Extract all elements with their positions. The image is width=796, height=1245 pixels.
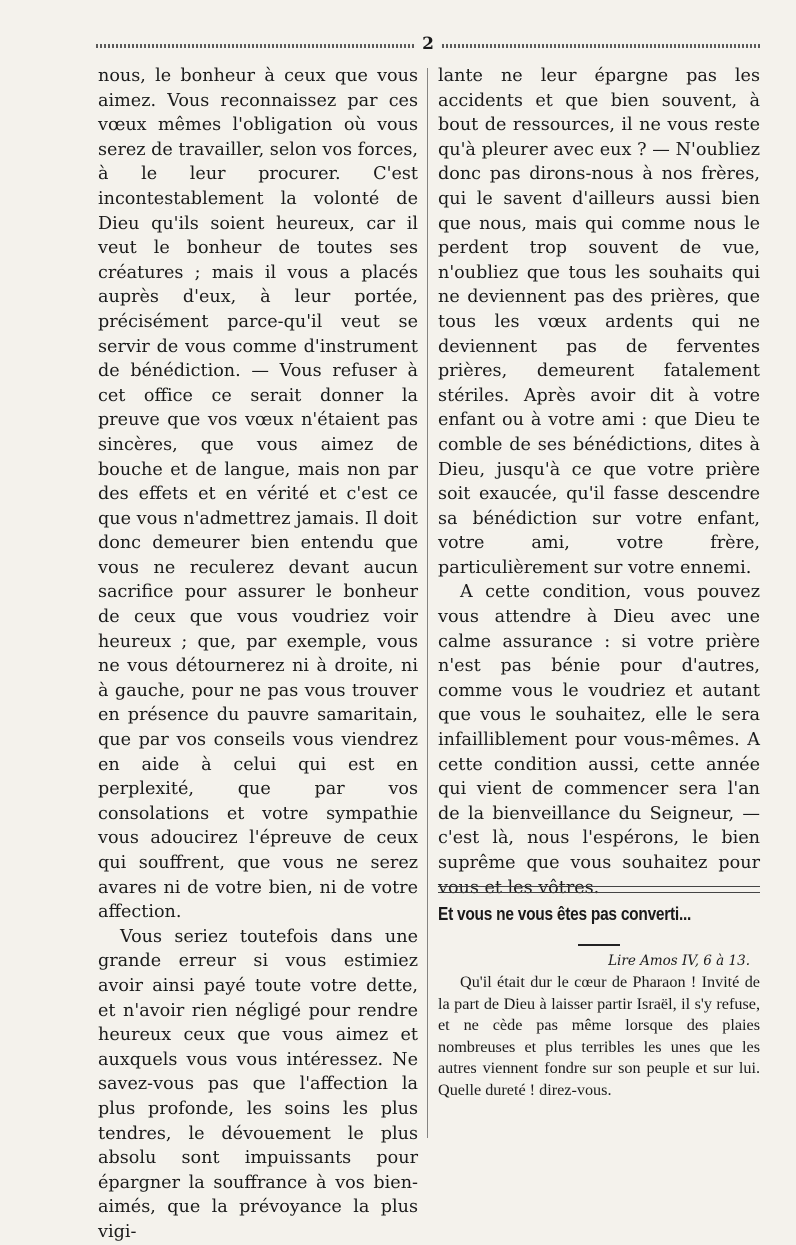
header-ornament-left — [96, 44, 414, 48]
right-paragraph-1: lante ne leur épargne pas les accidents et que bien souvent, à bout de ressources, il ne vous reste qu'à pleurer avec eux ? — N'oubliez donc pas dirons-nous à nos frères, qui le savent d'ailleurs aussi bien que nous, mais qui comme nous le perdent trop souvent de vue, n'oubliez que tous les souhaits qui ne deviennent pas des prières, que tous les vœux ardents qui ne deviennent pas de ferventes prières, demeurent fatalement stériles. Après avoir dit à votre enfant ou à votre ami : que Dieu te comble de ses bénédictions, dites à Dieu, jusqu'à ce que votre prière soit exaucée, qu'il fasse descendre sa bénédiction sur votre enfant, votre ami, votre frère, particulièrement sur votre ennemi. — [438, 66, 760, 578]
section-separator — [438, 886, 760, 893]
column-divider — [427, 68, 428, 1138]
article-body — [438, 972, 760, 1102]
right-column — [438, 64, 760, 900]
article-paragraph: Qu'il était dur le cœur de Pharaon ! Invité de la part de Dieu à laisser partir Israël, il s'y refuse, et ne cède pas même lorsque des plaies nombreuses et plus terribles les unes que les autres viennent fondre sur son peuple et sur lui. Quelle dureté ! direz-vous. — [438, 973, 760, 1099]
page-number: 2 — [422, 34, 434, 54]
page-header — [96, 34, 760, 56]
right-paragraph-2: A cette condition, vous pouvez vous attendre à Dieu avec une calme assurance : si votre prière n'est pas bénie pour d'autres, comme vous le voudriez et autant que vous le souhaitez, elle le sera infailliblement pour vous-mêmes. A cette condition aussi, cette année qui vient de commencer sera l'an de la bienveillance du Seigneur, — c'est là, nous l'espérons, le bien suprême que vous souhaitez pour vous et les vôtres. — [438, 582, 760, 898]
left-paragraph-2: Vous seriez toutefois dans une grande erreur si vous estimiez avoir ainsi payé toute votre dette, et n'avoir rien négligé pour rendre heureux ceux que vous aimez et auxquels vous vous intéressez. Ne savez-vous pas que l'affection la plus profonde, les soins les plus tendres, le dévouement le plus absolu sont impuissants pour épargner la souffrance à vos bien-aimés, que la prévoyance la plus vigi- — [98, 926, 418, 1242]
scripture-citation: Lire Amos IV, 6 à 13. — [608, 953, 750, 969]
left-paragraph-1: nous, le bonheur à ceux que vous aimez. Vous reconnaissez par ces vœux mêmes l'obligation où vous serez de travailler, selon vos forces, à le leur procurer. C'est incontestablement la volonté de Dieu qu'ils soient heureux, car il veut le bonheur de toutes ses créatures ; mais il vous a placés auprès d'eux, à leur portée, précisément parce-qu'il veut se servir de vous comme d'instrument de bénédiction. — Vous refuser à cet office ce serait donner la preuve que vos vœux n'étaient pas sincères, que vous aimez de bouche et de langue, mais non par des effets et en vérité et c'est ce que vous n'admettrez jamais. Il doit donc demeurer bien entendu que vous ne reculerez devant aucun sacrifice pour assurer le bonheur de ceux que vous voudriez voir heureux ; que, par exemple, vous ne vous détournerez ni à droite, ni à gauche, pour ne pas vous trouver en présence du pauvre samaritain, que par vos conseils vous viendrez en aide à celui qui est en perplexité, que par vos consolations et votre sympathie vous adoucirez l'épreuve de ceux qui souffrent, que vous ne serez avares ni de votre bien, ni de votre affection. — [98, 66, 418, 923]
title-rule — [578, 944, 620, 946]
article-title: Et vous ne vous êtes pas converti... — [438, 904, 692, 924]
left-column — [98, 64, 418, 1245]
header-ornament-right — [442, 44, 760, 48]
